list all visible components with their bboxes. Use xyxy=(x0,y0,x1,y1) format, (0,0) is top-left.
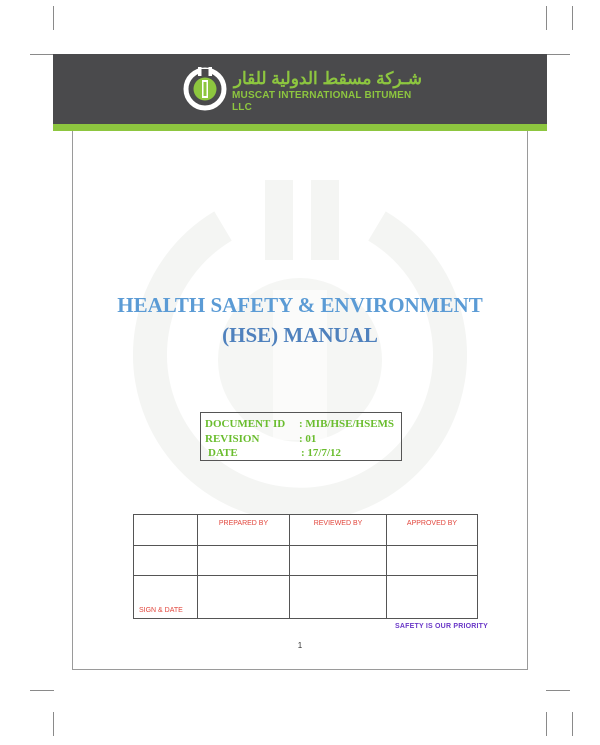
company-name: MUSCAT INTERNATIONAL BITUMEN LLC xyxy=(232,90,412,113)
crop-mark xyxy=(546,712,547,736)
crop-mark xyxy=(53,712,54,736)
date-value: : 17/7/12 xyxy=(301,447,342,459)
page-title xyxy=(80,290,520,350)
document-id-row xyxy=(201,417,401,431)
revision-row xyxy=(201,432,401,446)
document-id-value: : MIB/HSE/HSEMS xyxy=(299,418,395,430)
table-row xyxy=(134,546,478,576)
document-id-label: DOCUMENT ID xyxy=(205,418,286,430)
reviewed-by-header: REVIEWED BY xyxy=(290,515,387,546)
revision-label: REVISION xyxy=(205,433,260,445)
document-info-box xyxy=(200,412,402,461)
title-line-1: HEALTH SAFETY & ENVIRONMENT xyxy=(117,293,483,317)
crop-mark xyxy=(572,6,573,30)
prepared-by-header: PREPARED BY xyxy=(198,515,290,546)
title-line-2: (HSE) MANUAL xyxy=(222,323,378,347)
prepared-by-sign-cell xyxy=(198,576,290,619)
crop-mark xyxy=(546,690,570,691)
reviewed-by-name-cell xyxy=(290,546,387,576)
signature-table xyxy=(133,514,478,619)
table-header-empty xyxy=(134,515,198,546)
mib-logo-icon xyxy=(183,67,227,111)
reviewed-by-sign-cell xyxy=(290,576,387,619)
approved-by-sign-cell xyxy=(387,576,478,619)
revision-value: : 01 xyxy=(299,433,317,445)
company-name-arabic: شـركة مسقط الدولية للقار xyxy=(233,69,422,88)
crop-mark xyxy=(30,690,54,691)
safety-slogan: SAFETY IS OUR PRIORITY xyxy=(395,623,488,630)
crop-mark xyxy=(546,54,570,55)
sign-date-label: SIGN & DATE xyxy=(134,576,198,619)
crop-mark xyxy=(546,6,547,30)
approved-by-header: APPROVED BY xyxy=(387,515,478,546)
approved-by-name-cell xyxy=(387,546,478,576)
table-header-row xyxy=(134,515,478,546)
prepared-by-name-cell xyxy=(198,546,290,576)
table-cell xyxy=(134,546,198,576)
date-row xyxy=(201,446,401,460)
crop-mark xyxy=(30,54,54,55)
crop-mark xyxy=(572,712,573,736)
sign-date-row xyxy=(134,576,478,619)
date-label: DATE xyxy=(208,447,238,459)
header-green-rule xyxy=(53,124,547,131)
crop-mark xyxy=(53,6,54,30)
page-number: 1 xyxy=(297,641,303,650)
